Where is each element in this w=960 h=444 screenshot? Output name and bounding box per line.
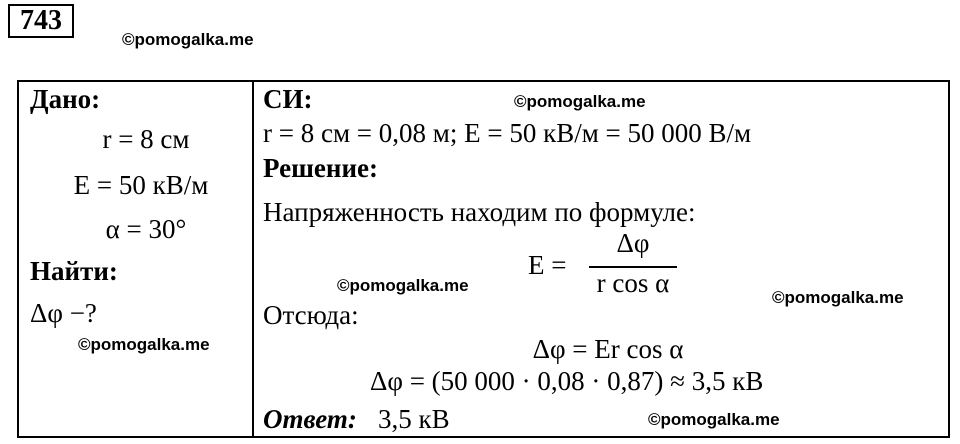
- find-value: Δφ −?: [30, 298, 97, 328]
- watermark: ©pomogalka.me: [648, 410, 780, 429]
- problem-number: 743: [8, 4, 74, 38]
- si-heading: СИ:: [263, 84, 313, 114]
- watermark: ©pomogalka.me: [772, 288, 904, 307]
- given-heading: Дано:: [30, 84, 101, 114]
- formula-lhs: E =: [528, 250, 567, 280]
- watermark: ©pomogalka.me: [78, 335, 210, 354]
- given-line-r: r = 8 см: [102, 124, 190, 154]
- answer-value: 3,5 кВ: [378, 404, 450, 434]
- given-line-alpha: α = 30°: [105, 214, 187, 244]
- column-divider: [252, 80, 254, 438]
- formula-numerator: Δφ: [616, 228, 650, 258]
- watermark: ©pomogalka.me: [337, 276, 469, 295]
- hence-label: Отсюда:: [263, 300, 359, 330]
- find-heading: Найти:: [30, 256, 118, 286]
- answer-label: Ответ:: [263, 404, 357, 434]
- equation-delta-phi: Δφ = Er cos α: [532, 334, 684, 364]
- equation-calculation: Δφ = (50 000 · 0,08 · 0,87) ≈ 3,5 кВ: [370, 366, 764, 396]
- formula-denominator: r cos α: [596, 268, 670, 298]
- solution-intro: Напряженность находим по формуле:: [263, 197, 696, 227]
- solution-heading: Решение:: [263, 153, 378, 183]
- watermark: ©pomogalka.me: [122, 30, 254, 49]
- watermark: ©pomogalka.me: [514, 92, 646, 111]
- given-line-e: E = 50 кВ/м: [73, 170, 209, 200]
- si-conversion-line: r = 8 см = 0,08 м; E = 50 кВ/м = 50 000 В/м: [263, 118, 752, 148]
